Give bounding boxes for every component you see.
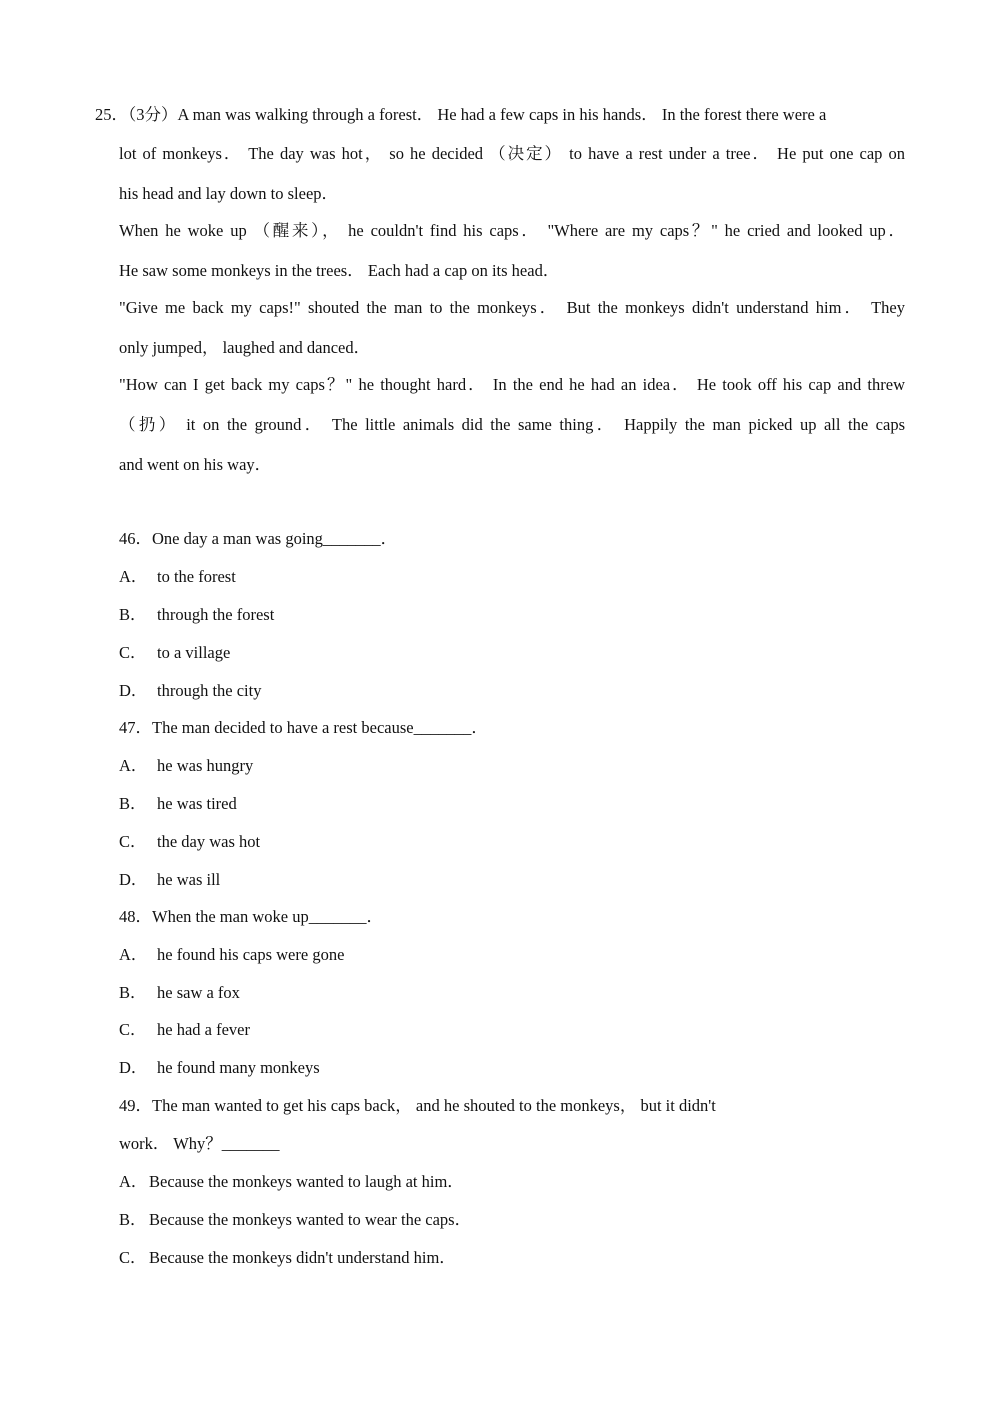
option-label: D．: [119, 1058, 148, 1077]
question-47-option-b[interactable]: [119, 794, 237, 814]
option-text: Because the monkeys wanted to wear the caps．: [149, 1210, 472, 1229]
option-text: he was hungry: [157, 756, 254, 775]
option-label: B．: [119, 605, 147, 624]
option-text: he had a fever: [157, 1020, 250, 1039]
option-text: through the city: [157, 681, 262, 700]
passage-line-8: "How can I get back my caps？" he thought hard． In the end he had an idea． He took off his cap and threw: [119, 375, 905, 394]
option-label: B．: [119, 983, 147, 1002]
question-48-option-d[interactable]: [119, 1058, 320, 1078]
question-49-stem-line-2: work． Why？_______: [119, 1134, 280, 1153]
question-46-option-d[interactable]: [119, 681, 261, 701]
passage-line-3: his head and lay down to sleep．: [119, 184, 339, 203]
question-48-option-c[interactable]: [119, 1020, 250, 1040]
question-46-option-b[interactable]: [119, 605, 274, 625]
option-label: A．: [119, 945, 148, 964]
question-49-stem-line-1: 49．The man wanted to get his caps back， and he shouted to the monkeys， but it didn't: [119, 1096, 716, 1115]
option-label: B．: [119, 1210, 147, 1229]
question-47-option-d[interactable]: [119, 870, 220, 890]
question-47-option-a[interactable]: [119, 756, 253, 776]
option-text: he was ill: [157, 870, 221, 889]
question-48-stem: 48．When the man woke up_______．: [119, 907, 383, 926]
option-label: D．: [119, 870, 148, 889]
passage-line-6: "Give me back my caps!" shouted the man to the monkeys． But the monkeys didn't understand him． They: [119, 298, 905, 317]
option-label: A．: [119, 756, 148, 775]
option-text: Because the monkeys wanted to laugh at him．: [149, 1172, 464, 1191]
option-text: to the forest: [157, 567, 236, 586]
option-text: he was tired: [157, 794, 237, 813]
passage-line-1: [95, 105, 905, 125]
passage-line-4: When he woke up （醒来）， he couldn't find his caps． "Where are my caps？" he cried and looked up．: [119, 221, 905, 240]
passage-line-7: only jumped， laughed and danced．: [119, 338, 371, 357]
passage-line-10: and went on his way．: [119, 455, 272, 474]
option-label: C．: [119, 643, 147, 662]
question-46-option-c[interactable]: [119, 643, 230, 663]
question-number: 25．: [95, 105, 128, 124]
passage-line-2: lot of monkeys． The day was hot， so he decided （决定） to have a rest under a tree． He put one cap on: [119, 144, 905, 163]
option-label: D．: [119, 681, 148, 700]
option-text: he found his caps were gone: [157, 945, 345, 964]
question-46-option-a[interactable]: [119, 567, 236, 587]
question-49-option-c[interactable]: [119, 1248, 456, 1268]
question-46-stem: 46．One day a man was going_______．: [119, 529, 398, 548]
option-text: the day was hot: [157, 832, 261, 851]
option-text: he saw a fox: [157, 983, 240, 1002]
question-48-option-b[interactable]: [119, 983, 240, 1003]
option-label: C．: [119, 1020, 147, 1039]
question-48-option-a[interactable]: [119, 945, 344, 965]
question-49-option-a[interactable]: [119, 1172, 464, 1192]
option-label: A．: [119, 567, 148, 586]
option-label: C．: [119, 832, 147, 851]
option-text: Because the monkeys didn't understand him．: [149, 1248, 456, 1267]
option-label: C．: [119, 1248, 147, 1267]
passage-line-9: （扔） it on the ground． The little animals did the same thing． Happily the man picked up all the caps: [119, 415, 905, 434]
question-47-stem: 47．The man decided to have a rest because_______．: [119, 718, 488, 737]
question-points: （3分）: [128, 105, 178, 124]
passage-line-text: A man was walking through a forest． He had a few caps in his hands． In the forest there were a: [177, 105, 827, 124]
question-47-option-c[interactable]: [119, 832, 260, 852]
option-label: A．: [119, 1172, 148, 1191]
option-label: B．: [119, 794, 147, 813]
option-text: through the forest: [157, 605, 275, 624]
option-text: to a village: [157, 643, 231, 662]
question-49-option-b[interactable]: [119, 1210, 471, 1230]
passage-line-5: He saw some monkeys in the trees． Each had a cap on its head．: [119, 261, 560, 280]
option-text: he found many monkeys: [157, 1058, 320, 1077]
